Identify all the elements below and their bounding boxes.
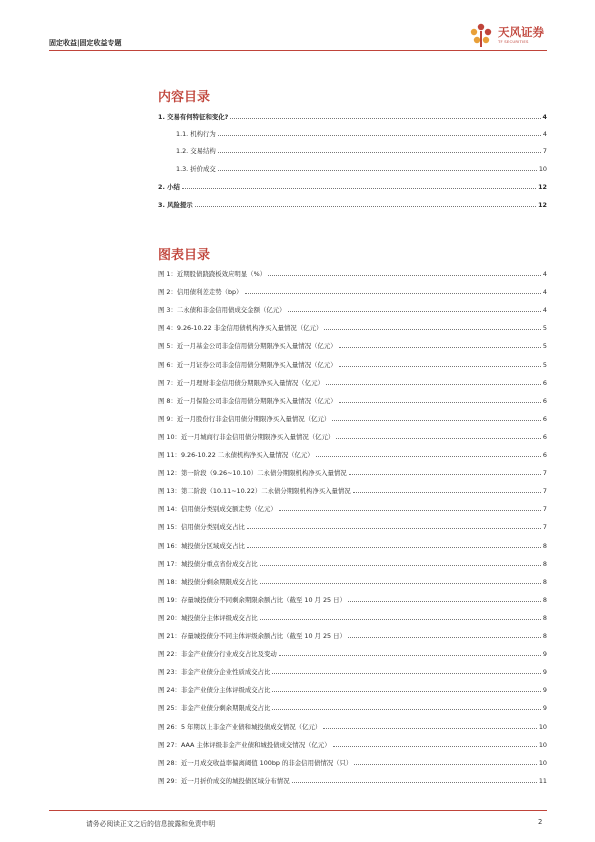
dot-leader xyxy=(247,547,541,548)
toc-entry[interactable] xyxy=(176,128,547,138)
dot-leader xyxy=(247,528,541,529)
toc-entry[interactable] xyxy=(158,304,547,314)
toc-entry-page: 9 xyxy=(542,686,547,695)
toc-entry-label: 图 19：存量城投债分不同剩余期限余额占比（截至 10 月 25 日） xyxy=(158,595,346,604)
toc-entry[interactable] xyxy=(158,684,547,694)
toc-entry-page: 6 xyxy=(542,432,547,441)
toc-entry-label: 图 10：近一月城商行非金信用债分期限净买入量情况（亿元） xyxy=(158,432,335,441)
toc-entry-page: 7 xyxy=(542,469,547,478)
toc-entry-page: 10 xyxy=(538,758,547,767)
toc-entry[interactable] xyxy=(158,322,547,332)
header-divider xyxy=(49,50,547,51)
toc-entry[interactable] xyxy=(158,648,547,658)
toc-entry-page: 5 xyxy=(542,342,547,351)
toc-entry-label: 图 29：近一月折价成交的城投债区域分布情况 xyxy=(158,776,290,785)
toc-entry-page: 4 xyxy=(542,288,547,297)
dot-leader xyxy=(353,492,541,493)
toc-entry[interactable] xyxy=(158,449,547,459)
dot-leader xyxy=(292,782,537,783)
dot-leader xyxy=(348,601,541,602)
footer-disclaimer: 请务必阅读正文之后的信息披露和免责申明 xyxy=(86,820,216,828)
toc-entry[interactable] xyxy=(158,413,547,423)
toc-entry-page: 6 xyxy=(542,414,547,423)
toc-entry-page: 8 xyxy=(542,577,547,586)
toc-entry-page: 7 xyxy=(542,523,547,532)
toc-entry-page: 11 xyxy=(538,776,547,785)
toc-entry[interactable] xyxy=(158,467,547,477)
toc-entry[interactable] xyxy=(158,630,547,640)
toc-entry-label: 1. 交易有何特征和变化? xyxy=(158,113,229,121)
toc-entry-page: 8 xyxy=(542,613,547,622)
dot-leader xyxy=(272,709,541,710)
toc-entry-label: 图 16：城投债分区域成交占比 xyxy=(158,541,245,550)
toc-entry-page: 8 xyxy=(542,595,547,604)
toc-entry-label: 图 22：非金产业债分行业成交占比及变动 xyxy=(158,650,277,659)
toc-entry[interactable] xyxy=(158,359,547,369)
toc-entry-label: 1.3. 折价成交 xyxy=(176,165,216,173)
logo-mark-icon xyxy=(467,22,495,48)
toc-entry-label: 图 11：9.26-10.22 二永债机构净买入量情况（亿元） xyxy=(158,451,314,459)
toc-entry-page: 4 xyxy=(542,270,547,278)
toc-entry[interactable] xyxy=(158,666,547,676)
toc-entry[interactable] xyxy=(158,576,547,586)
toc-entry-page: 6 xyxy=(542,451,547,459)
toc-entry-page: 12 xyxy=(538,183,547,191)
toc-entry-label: 1.1. 机构行为 xyxy=(176,130,216,138)
toc-entry[interactable] xyxy=(158,503,547,513)
toc-entry[interactable] xyxy=(176,163,547,173)
toc-entry-page: 4 xyxy=(542,113,547,121)
toc-entry[interactable] xyxy=(158,286,547,296)
toc-entry-label: 图 3：二永债和非金信用债成交金额（亿元） xyxy=(158,306,286,315)
toc-entry-label: 图 17：城投债分重点省份成交占比 xyxy=(158,559,258,568)
company-logo xyxy=(467,22,552,48)
toc-entry-page: 7 xyxy=(542,487,547,496)
toc-entry-page: 6 xyxy=(542,396,547,405)
toc-entry-label: 图 9：近一月股份行非金信用债分期限净买入量情况（亿元） xyxy=(158,414,331,423)
toc-entry-label: 图 28：近一月成交收益率偏离阈值 100bp 的非金信用债情况（只） xyxy=(158,758,353,767)
dot-leader xyxy=(326,384,541,385)
dot-leader xyxy=(279,655,541,656)
toc-entry-page: 8 xyxy=(542,541,547,550)
toc-entry-page: 10 xyxy=(538,722,547,731)
dot-leader xyxy=(218,170,537,171)
toc-entry-label: 图 15：信用债分类别成交占比 xyxy=(158,523,245,532)
toc-entry-page: 6 xyxy=(542,378,547,387)
logo-subtitle: TF SECURITIES xyxy=(498,39,529,44)
dot-leader xyxy=(333,746,537,747)
footer-divider xyxy=(49,810,547,811)
dot-leader xyxy=(323,728,537,729)
toc-entry[interactable] xyxy=(176,145,547,155)
dot-leader xyxy=(349,474,541,475)
toc-entry-label: 图 4：9.26-10.22 非金信用债机构净买入量情况（亿元） xyxy=(158,324,323,333)
toc-entry-page: 5 xyxy=(542,324,547,333)
toc-entry[interactable] xyxy=(158,377,547,387)
dot-leader xyxy=(339,347,541,348)
dot-leader xyxy=(324,329,541,330)
dot-leader xyxy=(339,402,541,403)
toc-entry-page: 10 xyxy=(538,740,547,749)
dot-leader xyxy=(354,764,537,765)
dot-leader xyxy=(218,152,541,153)
toc-entry-label: 图 5：近一月基金公司非金信用债分期限净买入量情况（亿元） xyxy=(158,342,337,351)
toc-entry-label: 图 21：存量城投债分不同主体评级余额占比（截至 10 月 25 日） xyxy=(158,632,346,640)
toc-entry-label: 图 12：第一阶段（9.26~10.10）二永债分期限机构净买入量情况 xyxy=(158,469,347,478)
dot-leader xyxy=(260,583,541,584)
toc-entry-page: 12 xyxy=(538,201,547,209)
toc-entry[interactable] xyxy=(158,268,547,278)
header-title: 固定收益|固定收益专题 xyxy=(49,39,122,47)
toc-entry-page: 8 xyxy=(542,559,547,568)
toc-entry-label: 图 14：信用债分类别成交额走势（亿元） xyxy=(158,505,277,514)
toc-entry-page: 8 xyxy=(542,632,547,640)
toc-entry[interactable] xyxy=(158,757,547,767)
toc-entry[interactable] xyxy=(158,594,547,604)
toc-entry-page: 9 xyxy=(542,704,547,713)
dot-leader xyxy=(230,118,540,119)
toc-entry-page: 4 xyxy=(542,306,547,315)
toc-entry-label: 图 23：非金产业债分企业性质成交占比 xyxy=(158,668,271,677)
toc-entry-label: 图 13：第二阶段（10.11~10.22）二永债分期限机构净买入量情况 xyxy=(158,487,351,496)
dot-leader xyxy=(182,188,536,189)
toc-entry[interactable] xyxy=(158,521,547,531)
toc-entry-page: 9 xyxy=(542,668,547,677)
dot-leader xyxy=(336,438,541,439)
toc-entry[interactable] xyxy=(158,431,547,441)
dot-leader xyxy=(218,135,541,136)
toc-entry[interactable] xyxy=(158,340,547,350)
dot-leader xyxy=(260,565,541,566)
toc-entry-label: 图 18：城投债分剩余期限成交占比 xyxy=(158,577,258,586)
toc-entry[interactable] xyxy=(158,111,547,121)
logo-name: 天风证券 xyxy=(498,25,544,39)
dot-leader xyxy=(348,637,541,638)
toc-entry-label: 图 7：近一月理财非金信用债分期限净买入量情况（亿元） xyxy=(158,378,324,387)
toc-entry-label: 图 2：信用债利差走势（bp） xyxy=(158,288,243,297)
toc-title: 内容目录 xyxy=(158,90,211,105)
dot-leader xyxy=(195,206,536,207)
toc-entry[interactable] xyxy=(158,702,547,712)
dot-leader xyxy=(272,673,541,674)
toc-entry[interactable] xyxy=(158,199,547,209)
dot-leader xyxy=(245,293,541,294)
toc-entry-page: 5 xyxy=(542,360,547,369)
figures-title: 图表目录 xyxy=(158,248,211,263)
dot-leader xyxy=(339,366,541,367)
toc-entry[interactable] xyxy=(158,485,547,495)
page-number: 2 xyxy=(538,818,543,826)
toc-entry-label: 2. 小结 xyxy=(158,183,180,191)
toc-entry[interactable] xyxy=(158,181,547,191)
toc-entry[interactable] xyxy=(158,612,547,622)
toc-entry[interactable] xyxy=(158,558,547,568)
toc-entry-page: 7 xyxy=(542,505,547,514)
toc-entry-label: 图 25：非金产业债分剩余期限成交占比 xyxy=(158,704,271,713)
toc-entry[interactable] xyxy=(158,395,547,405)
toc-entry-label: 图 8：近一月保险公司非金信用债分期限净买入量情况（亿元） xyxy=(158,396,337,405)
dot-leader xyxy=(279,510,541,511)
toc-entry[interactable] xyxy=(158,775,547,785)
toc-entry-label: 图 27：AAA 主体评级非金产业债和城投债成交情况（亿元） xyxy=(158,740,331,749)
toc-entry-label: 图 24：非金产业债分主体评级成交占比 xyxy=(158,686,271,695)
toc-entry-label: 图 1：近期股债跷跷板效应明显（%） xyxy=(158,270,267,278)
toc-entry-label: 3. 风险提示 xyxy=(158,201,193,209)
dot-leader xyxy=(268,275,541,276)
dot-leader xyxy=(260,619,541,620)
dot-leader xyxy=(272,691,541,692)
toc-entry[interactable] xyxy=(158,739,547,749)
toc-entry-label: 图 20：城投债分主体评级成交占比 xyxy=(158,613,258,622)
toc-entry-page: 7 xyxy=(542,147,547,155)
toc-entry[interactable] xyxy=(158,540,547,550)
toc-entry-label: 图 26：5 年期以上非金产业债和城投债成交情况（亿元） xyxy=(158,722,322,731)
toc-entry[interactable] xyxy=(158,721,547,731)
toc-entry-label: 图 6：近一月证券公司非金信用债分期限净买入量情况（亿元） xyxy=(158,360,337,369)
dot-leader xyxy=(332,420,541,421)
toc-entry-page: 4 xyxy=(542,130,547,138)
dot-leader xyxy=(316,456,541,457)
dot-leader xyxy=(288,311,541,312)
toc-entry-page: 10 xyxy=(538,165,547,173)
toc-entry-page: 9 xyxy=(542,650,547,659)
toc-entry-label: 1.2. 交易结构 xyxy=(176,147,216,155)
